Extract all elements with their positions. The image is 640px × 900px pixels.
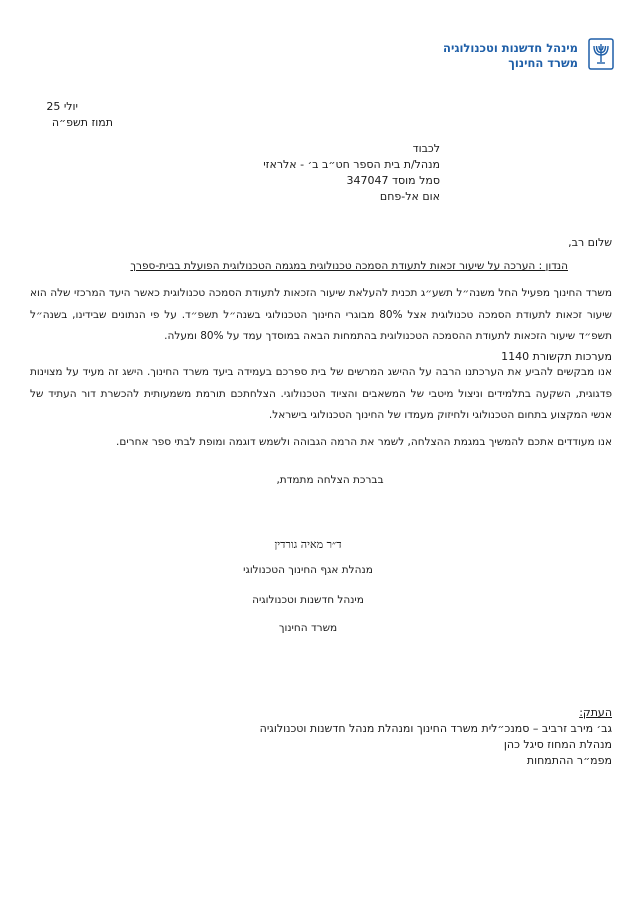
ministry-logo bbox=[414, 34, 614, 74]
signatory-name: ד״ר מאיה גורדין bbox=[274, 538, 342, 551]
org-name: מינהל חדשנות וטכנולוגיה bbox=[443, 41, 578, 55]
greeting: שלום רב, bbox=[568, 236, 612, 249]
recipient-to: לכבוד bbox=[412, 142, 440, 155]
subject-line: הנדון : הערכה על שיעור זכאות לתעודת הסמכה טכנולוגית במגמה הטכנולוגית הפועלת בבית-ספרך bbox=[130, 260, 568, 272]
body-paragraph-2: אנו מבקשים להביע את הערכתנו הרבה על ההישג המרשים של בית ספרכם בעמידה ביעד משרד החינוך. הישג זה מעיד על מצוינות פדגוגית, השקעה בתלמידים וניצול מיטבי של המשאבים והציוד הטכנולוגי. הצלחתכם תורמת משמעותית להכשרת דור העתיד של אנשי המקצוע בתחום הטכנולוגי ולחיזוק מעמדו של החינוך הטכנולוגי בישראל. bbox=[30, 366, 612, 421]
body-paragraph-3: אנו מעודדים אתכם להמשיך במגמת ההצלחה, לשמר את הרמה הגבוהה ולשמש דוגמה ומופת לבתי ספר אחרים. bbox=[116, 436, 612, 448]
signatory-title-1: מנהלת אגף החינוך הטכנולוגי bbox=[243, 564, 373, 576]
recipient-city: אום אל-פחם bbox=[379, 190, 440, 203]
copy-heading: העתק: bbox=[579, 706, 612, 719]
org-ministry: משרד החינוך bbox=[508, 56, 578, 70]
signatory-title-2: מינהל חדשנות וטכנולוגיה bbox=[252, 594, 364, 606]
closing: בברכת הצלחה מתמדת, bbox=[276, 474, 384, 486]
recipient-school: מנהל/ת בית הספר חט״ב ב׳ - אלראזי bbox=[263, 158, 440, 171]
specialization-line: מערכות תקשורת 1140 bbox=[501, 350, 612, 363]
copy-line-2: מנהלת המחוז סיגל כהן bbox=[503, 738, 612, 751]
date-hebrew: תמוז תשפ״ה bbox=[51, 116, 113, 129]
signatory-title-3: משרד החינוך bbox=[278, 622, 338, 634]
menorah-emblem-icon bbox=[588, 38, 614, 70]
copy-line-1: גב׳ מירב זרביב – סמנכ״לית משרד החינוך ומנהלת מנהל חדשנות וטכנולוגיה bbox=[259, 722, 612, 735]
recipient-code: סמל מוסד 347047 bbox=[346, 174, 440, 187]
copy-line-3: מפמ״ר ההתמחות bbox=[526, 754, 612, 767]
date-gregorian: יולי 25 bbox=[46, 100, 78, 113]
body-paragraph-1: משרד החינוך מפעיל החל משנה״ל תשע״ג תכנית להעלאת שיעור הזכאות לתעודת הסמכה טכנולוגית כאשר היעד המרכזי שלה הוא שיעור זכאות לתעודת הסמכה טכנולוגית אצל 80% מבוגרי החינוך הטכנולוגי בשנה״ל תשפ״ד. על פי הנתונים שבידינו, בשנה״ל תשפ״ד שיעור הזכאות לתעודת ההסמכה הטכנולוגית בהתמחות הבאה במוסדך עמד על 80% ומעלה. bbox=[30, 287, 613, 342]
